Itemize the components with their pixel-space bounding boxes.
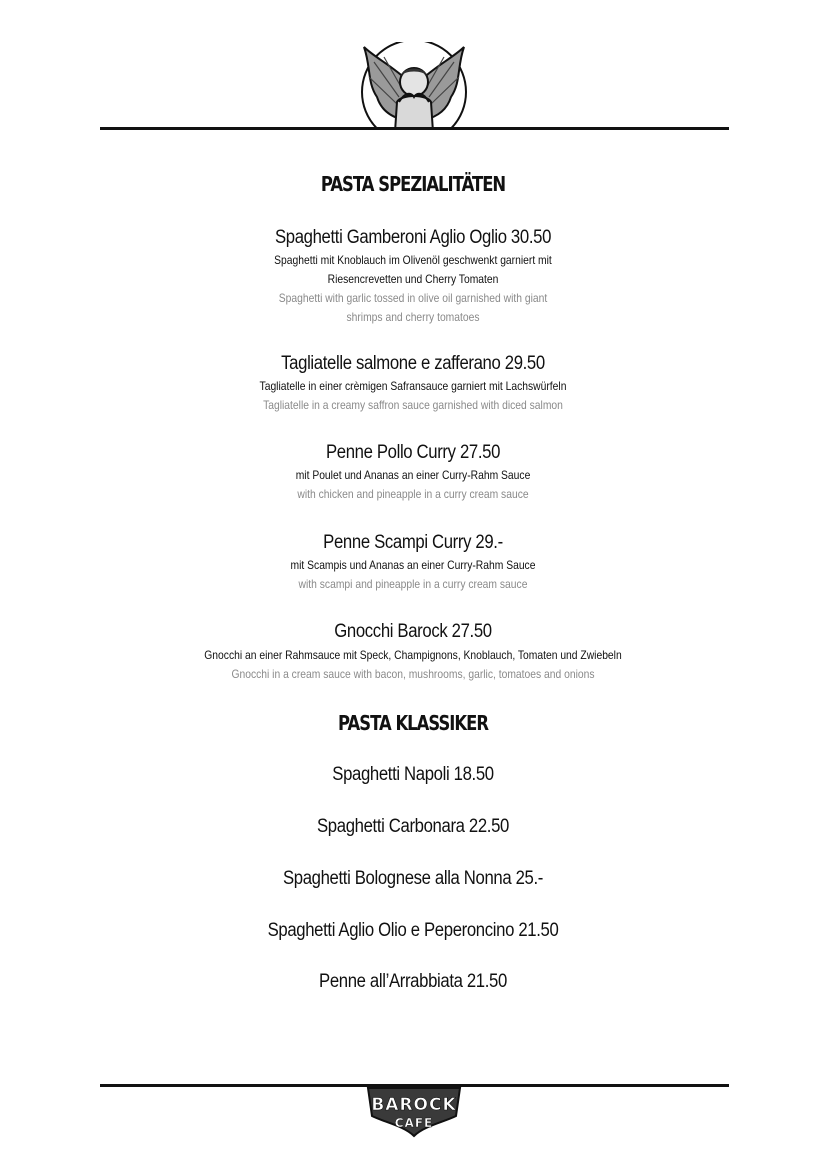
logo-text-bottom: CAFE (394, 1116, 434, 1130)
top-divider (100, 127, 729, 130)
menu-item-description-de: mit Scampis und Ananas an einer Curry-Rahm Sauce (290, 558, 536, 572)
menu-item-description-en: with scampi and pineapple in a curry cream sauce (298, 577, 528, 591)
classic-item: Spaghetti Bolognese alla Nonna 25.- (282, 868, 544, 889)
menu-item-title: Gnocchi Barock 27.50 (334, 621, 492, 642)
menu-item-description-en: with chicken and pineapple in a curry cream sauce (297, 487, 529, 501)
classic-item: Penne all’Arrabbiata 21.50 (319, 971, 507, 992)
menu-item-title: Penne Scampi Curry 29.- (323, 532, 503, 553)
menu-item-description-de: Riesencrevetten und Cherry Tomaten (327, 272, 499, 286)
classic-item: Spaghetti Aglio Olio e Peperoncino 21.50 (267, 920, 559, 941)
classic-item: Spaghetti Napoli 18.50 (332, 764, 494, 785)
menu-item-description-en: Spaghetti with garlic tossed in olive oil garnished with giant (278, 291, 548, 305)
cherub-logo-icon (359, 42, 469, 132)
menu-item-description-en: Gnocchi in a cream sauce with bacon, mushrooms, garlic, tomatoes and onions (231, 667, 595, 681)
menu-item-description-en: shrimps and cherry tomatoes (346, 310, 480, 324)
menu-item-description-de: Tagliatelle in einer crèmigen Safransauce garniert mit Lachswürfeln (259, 379, 567, 393)
menu-item-description-de: Spaghetti mit Knoblauch im Olivenöl geschwenkt garniert mit (274, 253, 552, 267)
menu-item-title: Penne Pollo Curry 27.50 (325, 442, 501, 463)
section-title-specialties: PASTA SPEZIALITÄTEN (320, 172, 506, 196)
menu-item-title: Spaghetti Gamberoni Aglio Oglio 30.50 (274, 227, 552, 248)
menu-item-title: Tagliatelle salmone e zafferano 29.50 (281, 353, 545, 374)
menu-item-description-de: mit Poulet und Ananas an einer Curry-Rahm Sauce (295, 468, 531, 482)
menu-item-description-de: Gnocchi an einer Rahmsauce mit Speck, Champignons, Knoblauch, Tomaten und Zwiebeln (204, 648, 622, 662)
classic-item: Spaghetti Carbonara 22.50 (316, 816, 509, 837)
logo-text-top: BAROCK (371, 1095, 457, 1115)
menu-item-description-en: Tagliatelle in a creamy saffron sauce garnished with diced salmon (263, 398, 563, 412)
section-title-classics: PASTA KLASSIKER (338, 711, 488, 735)
barock-cafe-logo-icon (364, 1086, 464, 1138)
